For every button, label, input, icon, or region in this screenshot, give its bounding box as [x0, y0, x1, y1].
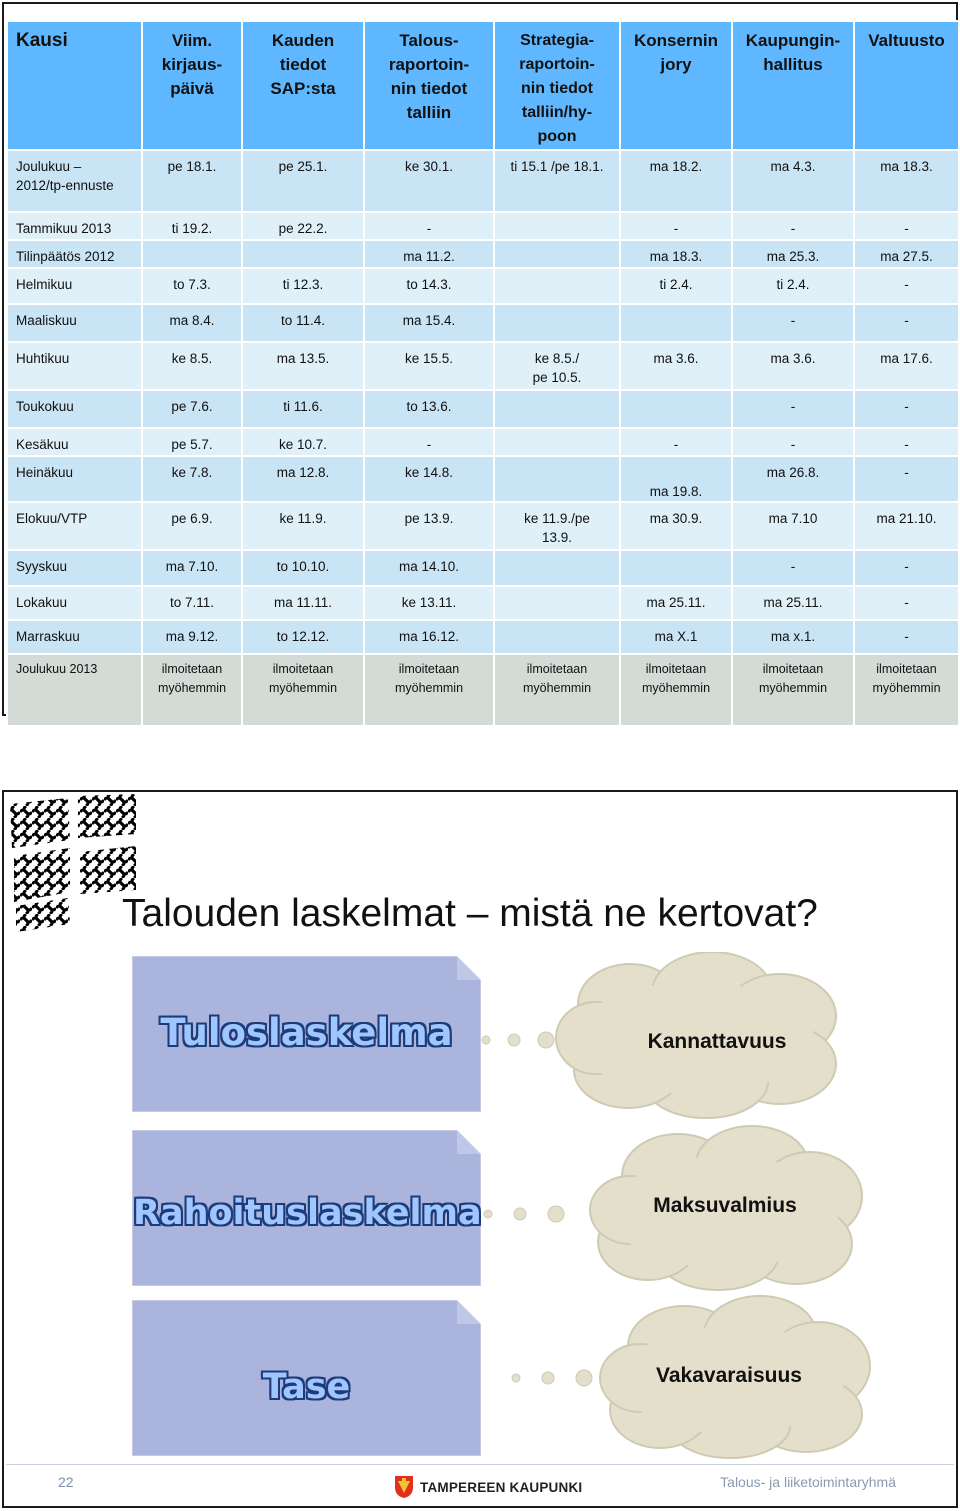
table-cell: [364, 428, 494, 456]
cell-text: [495, 219, 619, 238]
cell-text: [621, 557, 731, 576]
cell-text: -: [904, 313, 909, 328]
statements-slide: [2, 790, 958, 1508]
table-cell: [494, 502, 620, 550]
table-cell: [732, 654, 854, 726]
table-cell: [242, 502, 364, 550]
table-row: [7, 304, 959, 342]
tampere-crest-icon: [394, 1475, 414, 1499]
table-cell: [732, 268, 854, 304]
row-label: [7, 586, 142, 620]
table-cell: [620, 550, 732, 586]
table-cell: [142, 620, 242, 654]
row-label-line: Heinäkuu: [16, 465, 74, 480]
cell-text: ke 30.1.: [404, 159, 454, 174]
cell-text: ti 2.4.: [659, 277, 693, 292]
table-cell: [620, 456, 732, 502]
table-cell: [242, 268, 364, 304]
cell-text: ilmoitetaan: [161, 662, 223, 676]
column-header-line: SAP:sta: [270, 79, 336, 98]
statement-label: Tase: [262, 1367, 351, 1407]
table-cell: [242, 304, 364, 342]
cell-text: ti 11.6.: [283, 399, 323, 414]
cell-text: ke 13.11.: [401, 595, 457, 610]
row-label-line: Kesäkuu: [16, 437, 69, 452]
table-cell: [854, 456, 959, 502]
row-label-line: Toukokuu: [16, 399, 74, 414]
table-cell: [142, 304, 242, 342]
row-label-line: Tammikuu 2013: [16, 221, 112, 236]
cell-text: -: [904, 465, 909, 480]
table-cell: [142, 654, 242, 726]
column-header-line: tiedot: [279, 55, 327, 74]
cell-text: ma 18.3.: [649, 249, 703, 264]
cell-text: ma 7.10.: [165, 559, 219, 574]
table-cell: [854, 390, 959, 428]
cell-text: [621, 311, 731, 330]
table-cell: [364, 502, 494, 550]
table-cell: [364, 268, 494, 304]
cell-text: -: [904, 595, 909, 610]
table-cell: [494, 342, 620, 390]
cell-text: pe 18.1.: [167, 159, 217, 174]
table-cell: [732, 428, 854, 456]
table-cell: [732, 550, 854, 586]
table-cell: [494, 654, 620, 726]
cell-text: pe 10.5.: [532, 370, 582, 385]
table-cell: [242, 240, 364, 268]
meaning-label: Kannattavuus: [647, 1030, 787, 1053]
cell-text: ma 11.11.: [273, 595, 333, 610]
cell-text: to 7.3.: [173, 277, 211, 292]
cell-text: ma 11.2.: [403, 249, 455, 264]
table-cell: [732, 304, 854, 342]
city-logo: [394, 1474, 582, 1500]
column-header-line: talliin/hy-: [521, 104, 593, 121]
cell-text: to 10.10.: [276, 559, 330, 574]
cell-text: ma 9.12.: [165, 629, 219, 644]
table-cell: [620, 304, 732, 342]
table-cell: [142, 428, 242, 456]
cell-text: ma 27.5.: [880, 249, 933, 264]
table-row: [7, 428, 959, 456]
table-cell: [142, 240, 242, 268]
table-cell: [142, 342, 242, 390]
column-header: [7, 21, 142, 150]
cell-text: -: [790, 437, 796, 452]
table-cell: [620, 150, 732, 212]
column-header-line: Viim.: [171, 31, 213, 50]
table-row: [7, 456, 959, 502]
cell-text: pe 25.1.: [278, 159, 328, 174]
table-cell: [854, 212, 959, 240]
table-cell: [364, 390, 494, 428]
cell-text: to 7.11.: [169, 595, 215, 610]
cell-text: ma 13.5.: [276, 351, 330, 366]
cell-text: ma 15.4.: [402, 313, 456, 328]
table-row: [7, 240, 959, 268]
column-header: [142, 21, 242, 150]
table-row: [7, 654, 959, 726]
statement-card-balance: [132, 1300, 481, 1456]
row-label-line: Joulukuu –: [16, 159, 82, 174]
cell-text: to 14.3.: [406, 277, 452, 292]
table-cell: [732, 586, 854, 620]
cell-text: pe 7.6.: [171, 399, 213, 414]
cell-text: -: [904, 629, 909, 644]
table-cell: [142, 456, 242, 502]
row-label: [7, 620, 142, 654]
table-cell: [242, 550, 364, 586]
schedule-table: [6, 20, 960, 727]
column-header-line: raportoin-: [519, 56, 595, 73]
cell-text: [495, 557, 619, 576]
cell-text: ke 11.9.: [279, 511, 327, 526]
cell-text: ma 26.8.: [766, 465, 820, 480]
cell-text: [495, 247, 619, 266]
cell-text: [621, 463, 731, 482]
table-cell: [494, 212, 620, 240]
cell-text: ma X.1: [654, 629, 698, 644]
column-header-line: Kaupungin-: [745, 31, 841, 50]
table-cell: [854, 654, 959, 726]
column-header-line: Strategia-: [520, 32, 594, 49]
table-row: [7, 268, 959, 304]
cell-text: to 11.4.: [280, 313, 326, 328]
cell-text: ma 3.6.: [653, 351, 699, 366]
table-cell: [620, 620, 732, 654]
table-cell: [364, 456, 494, 502]
cell-text: -: [790, 559, 796, 574]
table-cell: [142, 390, 242, 428]
cell-text: -: [904, 559, 909, 574]
cell-text: ma 21.10.: [876, 511, 937, 526]
cell-text: [621, 397, 731, 416]
table-cell: [620, 342, 732, 390]
table-cell: [854, 342, 959, 390]
cell-text: myöhemmin: [522, 681, 592, 695]
cell-text: ilmoitetaan: [876, 662, 937, 676]
cell-text: ma 25.11.: [763, 595, 823, 610]
table-cell: [364, 550, 494, 586]
cell-text: ke 14.8.: [404, 465, 454, 480]
cell-text: ma 3.6.: [770, 351, 816, 366]
statement-card-cashflow: [132, 1130, 481, 1286]
table-cell: [364, 240, 494, 268]
cell-text: ma 17.6.: [880, 351, 933, 366]
table-cell: [854, 304, 959, 342]
cell-text: 13.9.: [541, 530, 573, 545]
table-cell: [854, 502, 959, 550]
table-cell: [142, 586, 242, 620]
column-header-line: päivä: [170, 79, 214, 98]
cell-text: myöhemmin: [872, 681, 941, 695]
row-label: [7, 428, 142, 456]
table-cell: [494, 550, 620, 586]
column-header: [854, 21, 959, 150]
cell-text: [495, 463, 619, 482]
row-label-line: Tilinpäätös 2012: [16, 249, 115, 264]
cell-text: -: [426, 221, 432, 236]
meaning-label: Vakavaraisuus: [656, 1364, 802, 1387]
table-cell: [242, 342, 364, 390]
cell-text: ma 12.8.: [276, 465, 330, 480]
table-cell: [732, 150, 854, 212]
table-cell: [620, 654, 732, 726]
column-header-line: jory: [660, 55, 692, 74]
cell-text: [143, 247, 241, 266]
cell-text: [495, 397, 619, 416]
cell-text: [243, 247, 363, 266]
table-cell: [364, 620, 494, 654]
cell-text: ma 16.12.: [398, 629, 460, 644]
cell-text: -: [904, 399, 909, 414]
cell-text: -: [426, 437, 432, 452]
table-row: [7, 550, 959, 586]
table-cell: [854, 586, 959, 620]
cell-text: ke 7.8.: [171, 465, 213, 480]
table-cell: [142, 150, 242, 212]
department-name: Talous- ja liiketoimintaryhmä: [720, 1474, 896, 1490]
table-cell: [242, 654, 364, 726]
schedule-slide: [2, 2, 958, 716]
table-cell: [142, 212, 242, 240]
table-cell: [494, 620, 620, 654]
cell-text: ma 25.11.: [646, 595, 706, 610]
table-cell: [242, 150, 364, 212]
cell-text: ke 15.5.: [404, 351, 454, 366]
table-cell: [620, 390, 732, 428]
row-label-line: Marraskuu: [16, 629, 80, 644]
table-cell: [142, 550, 242, 586]
cell-text: [495, 435, 619, 454]
table-cell: [494, 240, 620, 268]
statement-card-income: [132, 956, 481, 1112]
table-cell: [854, 240, 959, 268]
row-label: [7, 390, 142, 428]
table-cell: [494, 150, 620, 212]
row-label-line: Huhtikuu: [16, 351, 70, 366]
table-cell: [364, 150, 494, 212]
table-cell: [242, 212, 364, 240]
cell-text: ti 15.1 /pe 18.1.: [510, 159, 604, 174]
table-cell: [364, 304, 494, 342]
table-cell: [364, 212, 494, 240]
table-cell: [854, 428, 959, 456]
row-label-line: 2012/tp-ennuste: [16, 178, 114, 193]
cell-text: ke 8.5.: [171, 351, 213, 366]
table-header-row: [7, 21, 959, 150]
table-cell: [494, 304, 620, 342]
cell-text: pe 6.9.: [171, 511, 213, 526]
slide-title: Talouden laskelmat – mistä ne kertovat?: [122, 892, 818, 935]
statement-label: Tuloslaskelma: [160, 1011, 453, 1054]
meaning-label: Maksuvalmius: [653, 1194, 797, 1217]
table-cell: [242, 390, 364, 428]
cell-text: ma x.1.: [770, 629, 816, 644]
row-label-line: Helmikuu: [16, 277, 73, 292]
cell-text: ma 4.3.: [770, 159, 816, 174]
cell-text: [495, 593, 619, 612]
row-label: [7, 502, 142, 550]
column-header-line: hallitus: [763, 55, 823, 74]
cell-text: ma 30.9.: [649, 511, 703, 526]
cell-text: -: [673, 437, 679, 452]
column-header: [732, 21, 854, 150]
cell-text: [495, 311, 619, 330]
table-cell: [242, 456, 364, 502]
column-header-line: poon: [537, 128, 577, 145]
table-cell: [732, 342, 854, 390]
table-cell: [854, 268, 959, 304]
table-cell: [732, 456, 854, 502]
table-cell: [364, 342, 494, 390]
table-cell: [620, 428, 732, 456]
cell-text: ma 8.4.: [169, 313, 215, 328]
cell-text: ma 25.3.: [766, 249, 820, 264]
column-header-line: nin tiedot: [521, 80, 593, 97]
table-cell: [142, 268, 242, 304]
column-header-line: Konsernin: [633, 31, 719, 50]
table-cell: [494, 390, 620, 428]
cell-text: ma 14.10.: [398, 559, 460, 574]
table-cell: [364, 586, 494, 620]
cell-text: to 13.6.: [406, 399, 452, 414]
cell-text: myöhemmin: [157, 681, 227, 695]
cell-text: to 12.12.: [276, 629, 330, 644]
table-cell: [732, 390, 854, 428]
row-label-line: Syyskuu: [16, 559, 68, 574]
column-header-line: Talous-: [399, 31, 459, 50]
row-label: [7, 268, 142, 304]
table-cell: [364, 654, 494, 726]
column-header-line: raportoin-: [388, 55, 470, 74]
cell-text: [495, 275, 619, 294]
cell-text: ilmoitetaan: [645, 662, 707, 676]
table-cell: [854, 620, 959, 654]
cell-text: ma 19.8.: [649, 484, 703, 499]
row-label: [7, 342, 142, 390]
table-cell: [620, 268, 732, 304]
cell-text: -: [904, 437, 909, 452]
row-label-line: Joulukuu 2013: [16, 662, 98, 676]
row-label-line: Elokuu/VTP: [16, 511, 88, 526]
statement-label: Rahoituslaskelma: [133, 1193, 482, 1233]
row-label: [7, 304, 142, 342]
table-row: [7, 212, 959, 240]
column-header-line: Kauden: [271, 31, 335, 50]
table-cell: [242, 586, 364, 620]
row-label: [7, 654, 142, 726]
table-cell: [494, 268, 620, 304]
row-label-line: Lokakuu: [16, 595, 68, 610]
cell-text: ilmoitetaan: [272, 662, 334, 676]
row-label: [7, 212, 142, 240]
city-name: TAMPEREEN KAUPUNKI: [420, 1479, 583, 1495]
column-header-line: Kausi: [16, 30, 68, 51]
table-cell: [620, 212, 732, 240]
table-cell: [494, 428, 620, 456]
table-cell: [142, 502, 242, 550]
table-row: [7, 390, 959, 428]
table-cell: [732, 502, 854, 550]
table-cell: [854, 550, 959, 586]
table-cell: [242, 428, 364, 456]
column-header: [364, 21, 494, 150]
cell-text: ke 10.7.: [278, 437, 328, 452]
footer-divider: [6, 1464, 954, 1465]
cell-text: ti 19.2.: [171, 221, 213, 236]
cell-text: pe 13.9.: [404, 511, 454, 526]
row-label-line: Maaliskuu: [16, 313, 77, 328]
row-label: [7, 550, 142, 586]
cell-text: myöhemmin: [394, 681, 464, 695]
column-header-line: kirjaus-: [161, 55, 223, 74]
cell-text: -: [904, 221, 909, 236]
cell-text: ti 12.3.: [282, 277, 324, 292]
table-cell: [620, 502, 732, 550]
cell-text: ilmoitetaan: [398, 662, 460, 676]
cell-text: ke 11.9./pe: [524, 511, 590, 526]
page-number: 22: [58, 1474, 74, 1490]
cell-text: ma 18.3.: [880, 159, 933, 174]
table-row: [7, 502, 959, 550]
table-cell: [620, 586, 732, 620]
column-header: [494, 21, 620, 150]
table-cell: [732, 620, 854, 654]
row-label: [7, 150, 142, 212]
cell-text: -: [790, 313, 796, 328]
cell-text: myöhemmin: [641, 681, 711, 695]
cell-text: -: [790, 399, 796, 414]
table-cell: [854, 150, 959, 212]
column-header-line: nin tiedot: [390, 79, 468, 98]
tampere-wave-logo: [8, 794, 140, 934]
cell-text: pe 5.7.: [171, 437, 213, 452]
column-header-line: talliin: [406, 103, 452, 122]
cell-text: -: [673, 221, 679, 236]
table-cell: [242, 620, 364, 654]
cell-text: ma 18.2.: [649, 159, 703, 174]
table-row: [7, 620, 959, 654]
table-row: [7, 150, 959, 212]
cell-text: ilmoitetaan: [762, 662, 824, 676]
table-cell: [494, 586, 620, 620]
table-row: [7, 586, 959, 620]
row-label: [7, 240, 142, 268]
cell-text: ti 2.4.: [776, 277, 810, 292]
table-cell: [494, 456, 620, 502]
cell-text: ma 7.10: [768, 511, 818, 526]
cell-text: -: [790, 221, 796, 236]
table-cell: [732, 212, 854, 240]
cell-text: -: [904, 277, 909, 292]
column-header: [242, 21, 364, 150]
cell-text: myöhemmin: [758, 681, 828, 695]
column-header: [620, 21, 732, 150]
cell-text: pe 22.2.: [278, 221, 328, 236]
cell-text: ilmoitetaan: [526, 662, 588, 676]
cell-text: ke 8.5./: [534, 351, 580, 366]
column-header-line: Valtuusto: [868, 31, 945, 50]
cell-text: [495, 627, 619, 646]
table-cell: [732, 240, 854, 268]
table-row: [7, 342, 959, 390]
row-label: [7, 456, 142, 502]
cell-text: myöhemmin: [268, 681, 338, 695]
table-cell: [620, 240, 732, 268]
